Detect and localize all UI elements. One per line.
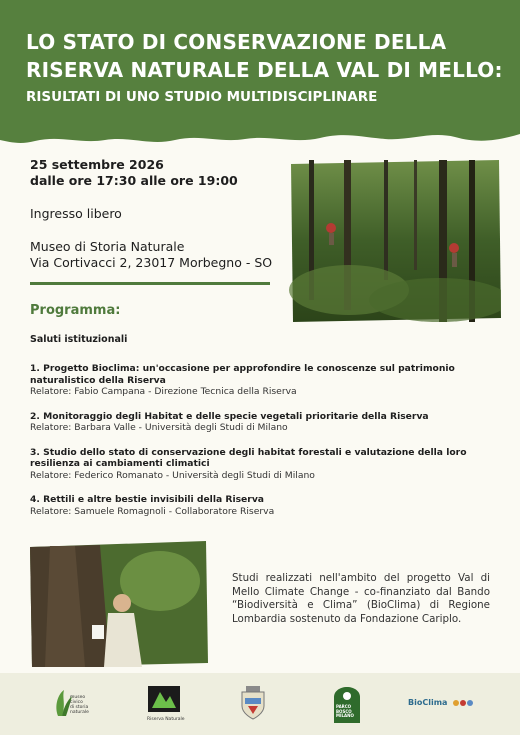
title-line-1: LO STATO DI CONSERVAZIONE DELLA [26,30,447,54]
event-venue-address: Via Cortivacci 2, 23017 Morbegno - SO [30,255,273,270]
program-item [30,447,504,482]
forest-photo [289,160,501,322]
program-item-title: 3. Studio dello stato di conservazione degli habitat forestali e valutazione della loro resilienza ai cambiamenti climatici [30,446,467,469]
program-title: Programma: [30,303,121,318]
program-intro: Saluti istituzionali [30,334,128,345]
event-date: 25 settembre 2026 [30,157,164,172]
title-subtitle: RISULTATI DI UNO STUDIO MULTIDISCIPLINARE [26,89,378,105]
museum-logo-text: museo civico di storia naturale [70,695,89,715]
program-item-speaker: Relatore: Federico Romanato - Università degli Studi di Milano [30,469,315,481]
program-item-title: 4. Rettili e altre bestie invisibili della Riserva [30,494,265,505]
riserva-logo-text: Riserva Naturale [147,717,185,722]
event-venue-name: Museo di Storia Naturale [30,239,185,254]
event-entry: Ingresso libero [30,206,122,221]
researcher-photo [30,541,208,667]
event-time: dalle ore 17:30 alle ore 19:00 [30,173,238,188]
parco-logo-text: PARCO BOSCO MILANO [336,704,354,718]
program-item-speaker: Relatore: Barbara Valle - Università degli Studi di Milano [30,422,288,433]
program-item [30,494,504,517]
divider-rule [30,282,270,285]
title-line-2: RISERVA NATURALE DELLA VAL DI MELLO: [26,58,503,82]
program-item [30,411,504,434]
program-item [30,363,504,398]
event-info [30,157,290,271]
event-title [26,28,506,108]
bioclima-logo-text: BioClima [408,698,448,707]
comune-crest-icon [240,686,266,720]
program-item-title: 2. Monitoraggio degli Habitat e delle specie vegetali prioritarie della Riserva [30,410,429,422]
project-credit: Studi realizzati nell'ambito del progetto Val di Mello Climate Change - co-finanziato dal Bando “Biodiversità e Clima” (BioClima) di Regione Lombardia sostenuto da Fondazione Cariplo. [232,572,490,626]
bioclima-logo-icon [452,697,476,709]
program-item-speaker: Relatore: Samuele Romagnoli - Collaboratore Riserva [30,505,275,517]
header-banner [0,0,520,152]
program-list [30,363,504,530]
program-item-title: 1. Progetto Bioclima: un'occasione per approfondire le conoscenze sul patrimonio naturalistico della Riserva [30,363,455,386]
riserva-logo-icon [148,686,180,716]
program-item-speaker: Relatore: Fabio Campana - Direzione Tecnica della Riserva [30,386,297,397]
